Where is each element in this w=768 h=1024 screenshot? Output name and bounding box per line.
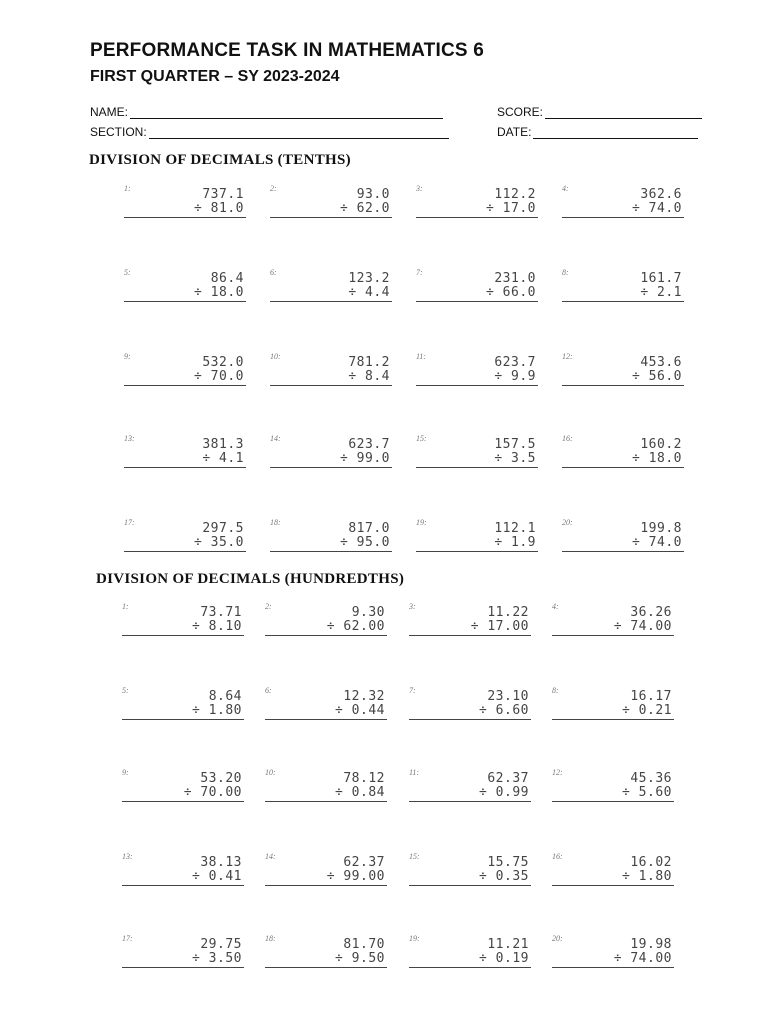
problem-item — [552, 686, 674, 726]
problem-number: 1: — [124, 184, 131, 193]
problem-dividend: 86.4 — [210, 271, 244, 286]
name-field[interactable] — [90, 105, 443, 119]
problem-number: 2: — [265, 602, 272, 611]
problem-dividend: 8.64 — [208, 689, 242, 704]
problem-item — [562, 184, 684, 224]
problem-dividend: 81.70 — [343, 937, 385, 952]
problem-item — [122, 768, 244, 808]
answer-line — [265, 885, 387, 886]
problem-divisor: ÷ 0.21 — [622, 703, 672, 718]
problem-divisor: ÷ 99.0 — [340, 451, 390, 466]
problem-dividend: 161.7 — [640, 271, 682, 286]
problem-item — [265, 852, 387, 892]
page-title: PERFORMANCE TASK IN MATHEMATICS 6 — [90, 40, 484, 61]
answer-line — [409, 885, 531, 886]
problem-dividend: 362.6 — [640, 187, 682, 202]
problem-divisor: ÷ 74.00 — [613, 951, 672, 966]
problem-dividend: 45.36 — [630, 771, 672, 786]
problem-divisor: ÷ 0.41 — [192, 869, 242, 884]
answer-line — [270, 217, 392, 218]
score-label: SCORE: — [497, 105, 544, 119]
problem-dividend: 297.5 — [202, 521, 244, 536]
problem-dividend: 78.12 — [343, 771, 385, 786]
problem-item — [552, 852, 674, 892]
problem-number: 20: — [552, 934, 563, 943]
answer-line — [409, 719, 531, 720]
problem-item — [409, 768, 531, 808]
problem-item — [409, 934, 531, 974]
problem-item — [552, 602, 674, 642]
hundredths-section-title: DIVISION OF DECIMALS (HUNDREDTHS) — [96, 571, 405, 587]
problem-divisor: ÷ 8.4 — [348, 369, 390, 384]
answer-line — [416, 217, 538, 218]
problem-divisor: ÷ 70.00 — [183, 785, 242, 800]
problem-number: 17: — [124, 518, 135, 527]
problem-dividend: 11.21 — [487, 937, 529, 952]
problem-item — [416, 518, 538, 558]
answer-line — [124, 217, 246, 218]
problem-dividend: 62.37 — [487, 771, 529, 786]
problem-dividend: 93.0 — [356, 187, 390, 202]
problem-item — [124, 268, 246, 308]
problem-item — [409, 852, 531, 892]
answer-line — [270, 467, 392, 468]
problem-item — [562, 352, 684, 392]
problem-item — [562, 268, 684, 308]
problem-dividend: 737.1 — [202, 187, 244, 202]
problem-number: 9: — [122, 768, 129, 777]
answer-line — [124, 301, 246, 302]
problem-divisor: ÷ 62.0 — [340, 201, 390, 216]
problem-dividend: 817.0 — [348, 521, 390, 536]
problem-number: 13: — [122, 852, 133, 861]
problem-item — [552, 934, 674, 974]
problem-item — [416, 352, 538, 392]
date-line[interactable] — [533, 127, 698, 139]
date-label: DATE: — [497, 125, 532, 139]
answer-line — [122, 719, 244, 720]
problem-number: 8: — [552, 686, 559, 695]
problem-divisor: ÷ 56.0 — [632, 369, 682, 384]
problem-number: 8: — [562, 268, 569, 277]
answer-line — [562, 467, 684, 468]
problem-number: 17: — [122, 934, 133, 943]
problem-divisor: ÷ 3.5 — [494, 451, 536, 466]
problem-item — [124, 184, 246, 224]
problem-dividend: 16.17 — [630, 689, 672, 704]
problem-divisor: ÷ 81.0 — [194, 201, 244, 216]
answer-line — [562, 301, 684, 302]
problem-number: 19: — [416, 518, 427, 527]
problem-item — [552, 768, 674, 808]
problem-number: 16: — [552, 852, 563, 861]
problem-dividend: 9.30 — [351, 605, 385, 620]
problem-item — [124, 518, 246, 558]
problem-dividend: 157.5 — [494, 437, 536, 452]
score-field[interactable] — [497, 105, 702, 119]
problem-item — [416, 268, 538, 308]
answer-line — [122, 967, 244, 968]
problem-number: 1: — [122, 602, 129, 611]
answer-line — [552, 967, 674, 968]
problem-divisor: ÷ 17.00 — [470, 619, 529, 634]
answer-line — [562, 385, 684, 386]
problem-item — [122, 686, 244, 726]
problem-item — [265, 768, 387, 808]
answer-line — [270, 551, 392, 552]
problem-dividend: 160.2 — [640, 437, 682, 452]
answer-line — [409, 967, 531, 968]
name-line[interactable] — [130, 107, 443, 119]
problem-divisor: ÷ 66.0 — [486, 285, 536, 300]
problem-number: 4: — [562, 184, 569, 193]
problem-divisor: ÷ 5.60 — [622, 785, 672, 800]
problem-divisor: ÷ 17.0 — [486, 201, 536, 216]
problem-number: 14: — [270, 434, 281, 443]
problem-number: 11: — [409, 768, 420, 777]
answer-line — [416, 385, 538, 386]
problem-number: 14: — [265, 852, 276, 861]
answer-line — [409, 635, 531, 636]
problem-number: 12: — [552, 768, 563, 777]
problem-number: 10: — [270, 352, 281, 361]
problem-divisor: ÷ 0.19 — [479, 951, 529, 966]
problem-item — [562, 434, 684, 474]
answer-line — [124, 551, 246, 552]
problem-number: 18: — [265, 934, 276, 943]
problem-number: 5: — [122, 686, 129, 695]
problem-dividend: 29.75 — [200, 937, 242, 952]
answer-line — [265, 635, 387, 636]
problem-divisor: ÷ 18.0 — [632, 451, 682, 466]
problem-number: 13: — [124, 434, 135, 443]
answer-line — [416, 467, 538, 468]
answer-line — [122, 885, 244, 886]
problem-divisor: ÷ 9.9 — [494, 369, 536, 384]
problem-item — [409, 602, 531, 642]
problem-divisor: ÷ 95.0 — [340, 535, 390, 550]
answer-line — [265, 967, 387, 968]
problem-divisor: ÷ 0.84 — [335, 785, 385, 800]
problem-item — [124, 434, 246, 474]
problem-item — [409, 686, 531, 726]
problem-dividend: 38.13 — [200, 855, 242, 870]
problem-item — [265, 934, 387, 974]
problem-item — [270, 184, 392, 224]
answer-line — [552, 885, 674, 886]
problem-divisor: ÷ 70.0 — [194, 369, 244, 384]
answer-line — [270, 385, 392, 386]
problem-dividend: 112.1 — [494, 521, 536, 536]
problem-dividend: 12.32 — [343, 689, 385, 704]
problem-dividend: 112.2 — [494, 187, 536, 202]
problem-item — [265, 686, 387, 726]
problem-number: 15: — [409, 852, 420, 861]
problem-divisor: ÷ 3.50 — [192, 951, 242, 966]
problem-dividend: 199.8 — [640, 521, 682, 536]
problem-divisor: ÷ 2.1 — [640, 285, 682, 300]
problem-dividend: 73.71 — [200, 605, 242, 620]
problem-dividend: 19.98 — [630, 937, 672, 952]
problem-dividend: 123.2 — [348, 271, 390, 286]
problem-item — [122, 602, 244, 642]
answer-line — [416, 301, 538, 302]
problem-dividend: 231.0 — [494, 271, 536, 286]
problem-item — [265, 602, 387, 642]
problem-divisor: ÷ 35.0 — [194, 535, 244, 550]
problem-divisor: ÷ 99.00 — [326, 869, 385, 884]
problem-dividend: 781.2 — [348, 355, 390, 370]
answer-line — [265, 719, 387, 720]
problem-number: 7: — [416, 268, 423, 277]
answer-line — [562, 217, 684, 218]
answer-line — [122, 801, 244, 802]
problem-divisor: ÷ 1.80 — [622, 869, 672, 884]
problem-divisor: ÷ 1.9 — [494, 535, 536, 550]
problem-number: 20: — [562, 518, 573, 527]
problem-number: 11: — [416, 352, 427, 361]
problem-dividend: 16.02 — [630, 855, 672, 870]
score-line[interactable] — [545, 107, 702, 119]
answer-line — [270, 301, 392, 302]
problem-divisor: ÷ 6.60 — [479, 703, 529, 718]
problem-number: 12: — [562, 352, 573, 361]
section-line[interactable] — [149, 127, 449, 139]
answer-line — [416, 551, 538, 552]
answer-line — [124, 467, 246, 468]
problem-dividend: 36.26 — [630, 605, 672, 620]
problem-dividend: 381.3 — [202, 437, 244, 452]
answer-line — [124, 385, 246, 386]
tenths-section-title: DIVISION OF DECIMALS (TENTHS) — [89, 152, 351, 168]
problem-number: 6: — [270, 268, 277, 277]
problem-item — [270, 518, 392, 558]
section-label: SECTION: — [90, 125, 147, 139]
problem-dividend: 11.22 — [487, 605, 529, 620]
date-field[interactable] — [497, 125, 698, 139]
problem-divisor: ÷ 4.1 — [202, 451, 244, 466]
problem-number: 4: — [552, 602, 559, 611]
problem-item — [122, 852, 244, 892]
problem-divisor: ÷ 9.50 — [335, 951, 385, 966]
problem-number: 16: — [562, 434, 573, 443]
problem-number: 3: — [409, 602, 416, 611]
problem-number: 5: — [124, 268, 131, 277]
problem-divisor: ÷ 8.10 — [192, 619, 242, 634]
answer-line — [265, 801, 387, 802]
problem-number: 6: — [265, 686, 272, 695]
problem-divisor: ÷ 74.00 — [613, 619, 672, 634]
answer-line — [409, 801, 531, 802]
page-subtitle: FIRST QUARTER – SY 2023-2024 — [90, 68, 340, 85]
problem-number: 18: — [270, 518, 281, 527]
problem-number: 3: — [416, 184, 423, 193]
problem-divisor: ÷ 0.35 — [479, 869, 529, 884]
problem-item — [562, 518, 684, 558]
problem-number: 19: — [409, 934, 420, 943]
problem-divisor: ÷ 0.44 — [335, 703, 385, 718]
problem-item — [416, 184, 538, 224]
problem-divisor: ÷ 18.0 — [194, 285, 244, 300]
problem-dividend: 623.7 — [494, 355, 536, 370]
problem-item — [122, 934, 244, 974]
problem-dividend: 623.7 — [348, 437, 390, 452]
problem-number: 10: — [265, 768, 276, 777]
problem-item — [416, 434, 538, 474]
section-field[interactable] — [90, 125, 449, 139]
problem-number: 9: — [124, 352, 131, 361]
problem-dividend: 23.10 — [487, 689, 529, 704]
problem-dividend: 15.75 — [487, 855, 529, 870]
answer-line — [562, 551, 684, 552]
problem-number: 7: — [409, 686, 416, 695]
problem-divisor: ÷ 1.80 — [192, 703, 242, 718]
problem-item — [270, 352, 392, 392]
problem-item — [270, 434, 392, 474]
answer-line — [552, 719, 674, 720]
problem-dividend: 532.0 — [202, 355, 244, 370]
problem-divisor: ÷ 0.99 — [479, 785, 529, 800]
problem-number: 15: — [416, 434, 427, 443]
problem-item — [270, 268, 392, 308]
answer-line — [552, 801, 674, 802]
problem-item — [124, 352, 246, 392]
name-label: NAME: — [90, 105, 129, 119]
problem-dividend: 453.6 — [640, 355, 682, 370]
problem-dividend: 62.37 — [343, 855, 385, 870]
problem-divisor: ÷ 74.0 — [632, 535, 682, 550]
answer-line — [122, 635, 244, 636]
answer-line — [552, 635, 674, 636]
problem-number: 2: — [270, 184, 277, 193]
problem-divisor: ÷ 4.4 — [348, 285, 390, 300]
problem-divisor: ÷ 74.0 — [632, 201, 682, 216]
problem-dividend: 53.20 — [200, 771, 242, 786]
problem-divisor: ÷ 62.00 — [326, 619, 385, 634]
